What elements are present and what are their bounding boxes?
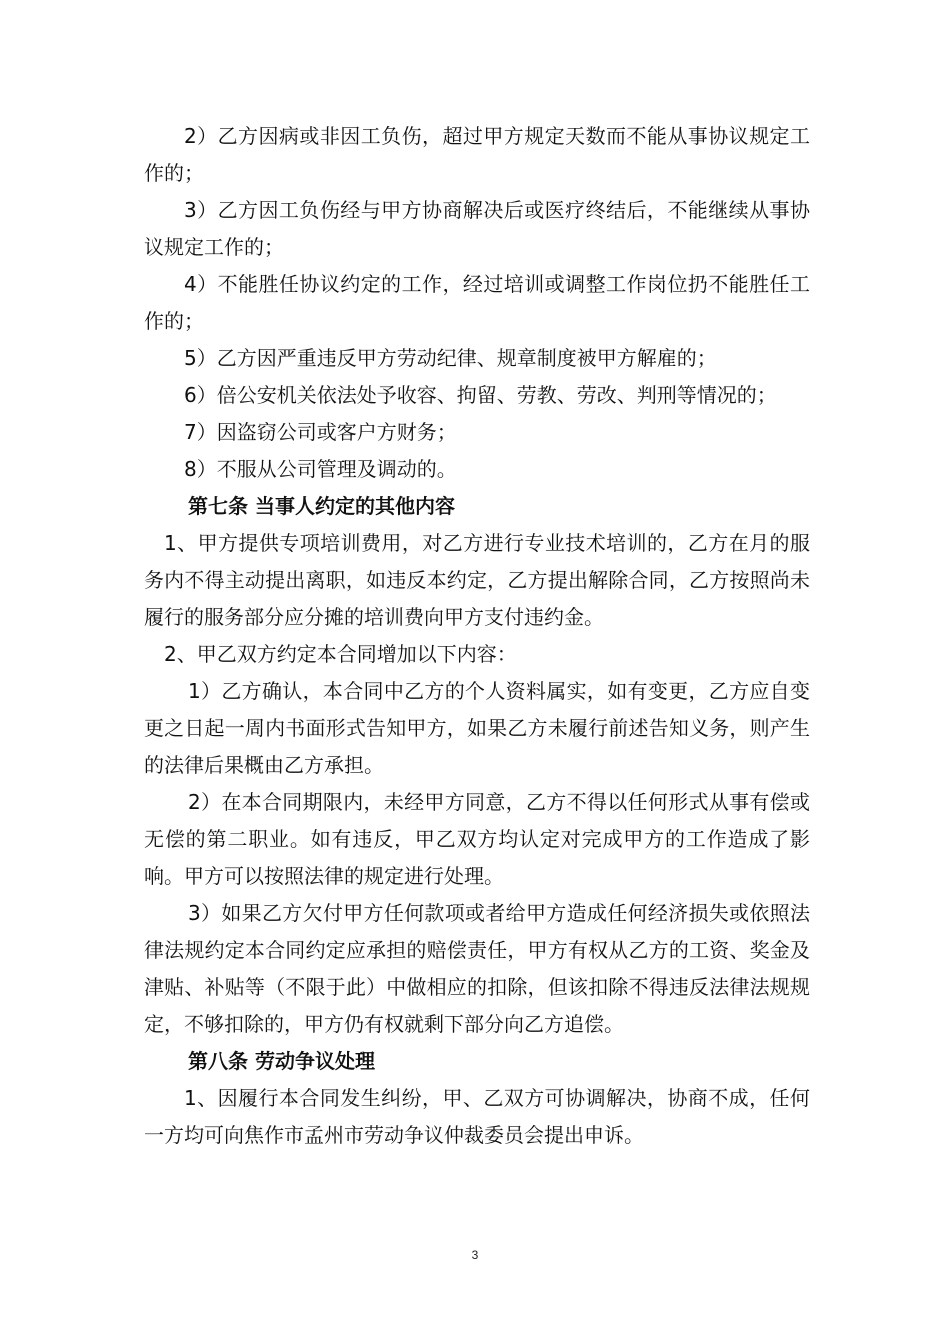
article-8-para-1: 1、因履行本合同发生纠纷，甲、乙双方可协调解决，协商不成，任何一方均可向焦作市孟州市劳动争议仲裁委员会提出申诉。 <box>144 1086 810 1147</box>
clause-item-7: 7）因盗窃公司或客户方财务； <box>184 420 457 444</box>
clause-item-3: 3）乙方因工负伤经与甲方协商解决后或医疗终结后，不能继续从事协议规定工作的； <box>144 198 810 259</box>
article-8-heading: 第八条 劳动争议处理 <box>188 1049 375 1073</box>
article-7-sub-2: 2）在本合同期限内，未经甲方同意，乙方不得以任何形式从事有偿或无偿的第二职业。如有违反，甲乙双方均认定对完成甲方的工作造成了影响。甲方可以按照法律的规定进行处理。 <box>144 790 810 888</box>
clause-item-8: 8）不服从公司管理及调动的。 <box>184 457 457 481</box>
clause-item-6: 6）倍公安机关依法处予收容、拘留、劳教、劳改、判刑等情况的； <box>184 383 777 407</box>
page-number: 3 <box>471 1248 479 1262</box>
clause-item-4: 4）不能胜任协议约定的工作，经过培训或调整工作岗位扔不能胜任工作的； <box>144 272 810 333</box>
document-body <box>144 118 810 1154</box>
clause-item-2: 2）乙方因病或非因工负伤，超过甲方规定天数而不能从事协议规定工作的； <box>144 124 810 185</box>
article-7-para-1: 1、甲方提供专项培训费用，对乙方进行专业技术培训的，乙方在月的服务内不得主动提出离职，如违反本约定，乙方提出解除合同，乙方按照尚未履行的服务部分应分摊的培训费向甲方支付违约金。 <box>144 531 810 629</box>
article-7-para-2: 2、甲乙双方约定本合同增加以下内容： <box>164 642 517 666</box>
article-7-heading: 第七条 当事人约定的其他内容 <box>188 494 455 518</box>
article-7-sub-3: 3）如果乙方欠付甲方任何款项或者给甲方造成任何经济损失或依照法律法规约定本合同约定应承担的赔偿责任，甲方有权从乙方的工资、奖金及津贴、补贴等（不限于此）中做相应的扣除，但该扣除不得违反法律法规规定，不够扣除的，甲方仍有权就剩下部分向乙方追偿。 <box>144 901 810 1036</box>
article-7-sub-1: 1）乙方确认，本合同中乙方的个人资料属实，如有变更，乙方应自变更之日起一周内书面形式告知甲方，如果乙方未履行前述告知义务，则产生的法律后果概由乙方承担。 <box>144 679 810 777</box>
clause-item-5: 5）乙方因严重违反甲方劳动纪律、规章制度被甲方解雇的； <box>184 346 717 370</box>
